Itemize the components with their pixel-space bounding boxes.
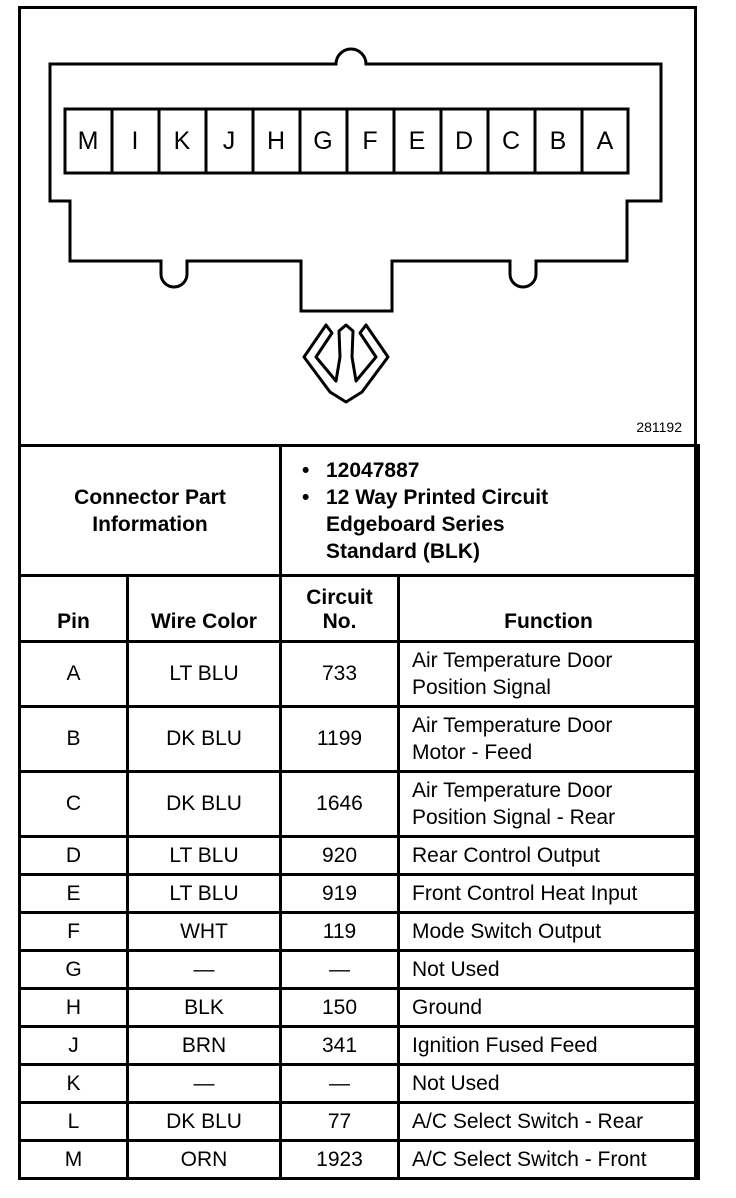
cell-pin: J — [20, 1027, 128, 1065]
cell-wire-color: LT BLU — [128, 875, 281, 913]
cell-circuit-no: — — [281, 1065, 399, 1103]
cell-pin: K — [20, 1065, 128, 1103]
cell-wire-color: LT BLU — [128, 837, 281, 875]
cell-circuit-no: 920 — [281, 837, 399, 875]
cell-circuit-no: 150 — [281, 989, 399, 1027]
function-line: Motor - Feed — [412, 741, 533, 764]
cell-circuit-no: 1199 — [281, 707, 399, 772]
cell-circuit-no: 733 — [281, 642, 399, 707]
cell-function — [399, 772, 699, 837]
function-line: Air Temperature Door — [412, 779, 613, 802]
connector-sheet — [18, 6, 697, 1180]
function-line: Air Temperature Door — [412, 714, 613, 737]
cell-pin: C — [20, 772, 128, 837]
cell-function — [399, 1065, 699, 1103]
pin-label: F — [362, 126, 378, 155]
table-row — [20, 642, 699, 707]
cell-circuit-no: 341 — [281, 1027, 399, 1065]
connector-description — [326, 484, 697, 565]
function-line: Not Used — [412, 958, 500, 981]
function-line: Air Temperature Door — [412, 649, 613, 672]
header-circuit-line: Circuit — [306, 586, 373, 609]
cell-wire-color: — — [128, 1065, 281, 1103]
pin-label: E — [408, 126, 426, 155]
pin-label: H — [266, 126, 286, 155]
description-line: 12 Way Printed Circuit — [326, 485, 549, 509]
table-row — [20, 1103, 699, 1141]
cell-pin: L — [20, 1103, 128, 1141]
pin-label: J — [222, 126, 236, 155]
cell-function — [399, 707, 699, 772]
function-line: A/C Select Switch - Rear — [412, 1110, 644, 1133]
cell-pin: B — [20, 707, 128, 772]
connector-info-label — [20, 446, 281, 576]
table-row — [20, 1065, 699, 1103]
connector-outline — [21, 9, 694, 444]
table-row — [20, 913, 699, 951]
cell-pin: H — [20, 989, 128, 1027]
info-label-line: Information — [92, 512, 208, 536]
table-header-row — [20, 576, 699, 642]
cell-function — [399, 951, 699, 989]
cell-wire-color: DK BLU — [128, 772, 281, 837]
function-line: Mode Switch Output — [412, 920, 602, 943]
table-row — [20, 951, 699, 989]
header-circuit-line: No. — [322, 610, 357, 633]
pin-label: K — [173, 126, 191, 155]
cell-function — [399, 1027, 699, 1065]
pin-label: D — [454, 126, 474, 155]
cell-function — [399, 1103, 699, 1141]
pin-label: M — [77, 126, 99, 155]
connector-table — [18, 444, 700, 1180]
connector-info-row — [20, 446, 699, 576]
function-line: Ground — [412, 996, 483, 1019]
cell-function — [399, 1141, 699, 1179]
table-row — [20, 772, 699, 837]
cell-pin: G — [20, 951, 128, 989]
cell-function — [399, 642, 699, 707]
cell-wire-color: DK BLU — [128, 1103, 281, 1141]
cell-wire-color: ORN — [128, 1141, 281, 1179]
cell-circuit-no: 119 — [281, 913, 399, 951]
cell-pin: D — [20, 837, 128, 875]
function-line: Not Used — [412, 1072, 500, 1095]
header-wire-color: Wire Color — [128, 576, 281, 642]
info-label-line: Connector Part — [74, 485, 226, 509]
table-row — [20, 1027, 699, 1065]
header-function: Function — [399, 576, 699, 642]
description-line: Edgeboard Series — [326, 512, 505, 536]
cell-pin: A — [20, 642, 128, 707]
cell-circuit-no: 77 — [281, 1103, 399, 1141]
function-line: Position Signal — [412, 676, 551, 699]
pin-label: B — [549, 126, 567, 155]
pin-label: A — [596, 126, 614, 155]
cell-pin: E — [20, 875, 128, 913]
description-line: Standard (BLK) — [326, 539, 480, 563]
cell-wire-color: LT BLU — [128, 642, 281, 707]
table-row — [20, 875, 699, 913]
cell-function — [399, 913, 699, 951]
cell-circuit-no: 1646 — [281, 772, 399, 837]
cell-wire-color: — — [128, 951, 281, 989]
cell-circuit-no: 919 — [281, 875, 399, 913]
cell-wire-color: DK BLU — [128, 707, 281, 772]
table-row — [20, 837, 699, 875]
cell-pin: M — [20, 1141, 128, 1179]
function-line: Rear Control Output — [412, 844, 600, 867]
cell-wire-color: BRN — [128, 1027, 281, 1065]
cell-circuit-no: — — [281, 951, 399, 989]
pin-label: G — [313, 126, 333, 155]
cell-wire-color: BLK — [128, 989, 281, 1027]
function-line: Front Control Heat Input — [412, 882, 638, 905]
cell-pin: F — [20, 913, 128, 951]
cell-function — [399, 837, 699, 875]
pin-label: I — [131, 126, 139, 155]
figure-number: 281192 — [636, 419, 682, 435]
connector-diagram — [21, 9, 694, 444]
function-line: A/C Select Switch - Front — [412, 1148, 647, 1171]
part-number: • 12047887 — [326, 457, 697, 484]
function-line: Position Signal - Rear — [412, 806, 616, 829]
connector-info-details — [281, 446, 699, 576]
cell-circuit-no: 1923 — [281, 1141, 399, 1179]
header-circuit-no — [281, 576, 399, 642]
table-row — [20, 989, 699, 1027]
pin-rows — [20, 642, 699, 1179]
cell-function — [399, 989, 699, 1027]
cell-function — [399, 875, 699, 913]
cell-wire-color: WHT — [128, 913, 281, 951]
header-pin: Pin — [20, 576, 128, 642]
table-row — [20, 707, 699, 772]
table-row — [20, 1141, 699, 1179]
function-line: Ignition Fused Feed — [412, 1034, 598, 1057]
pin-label: C — [501, 126, 521, 155]
